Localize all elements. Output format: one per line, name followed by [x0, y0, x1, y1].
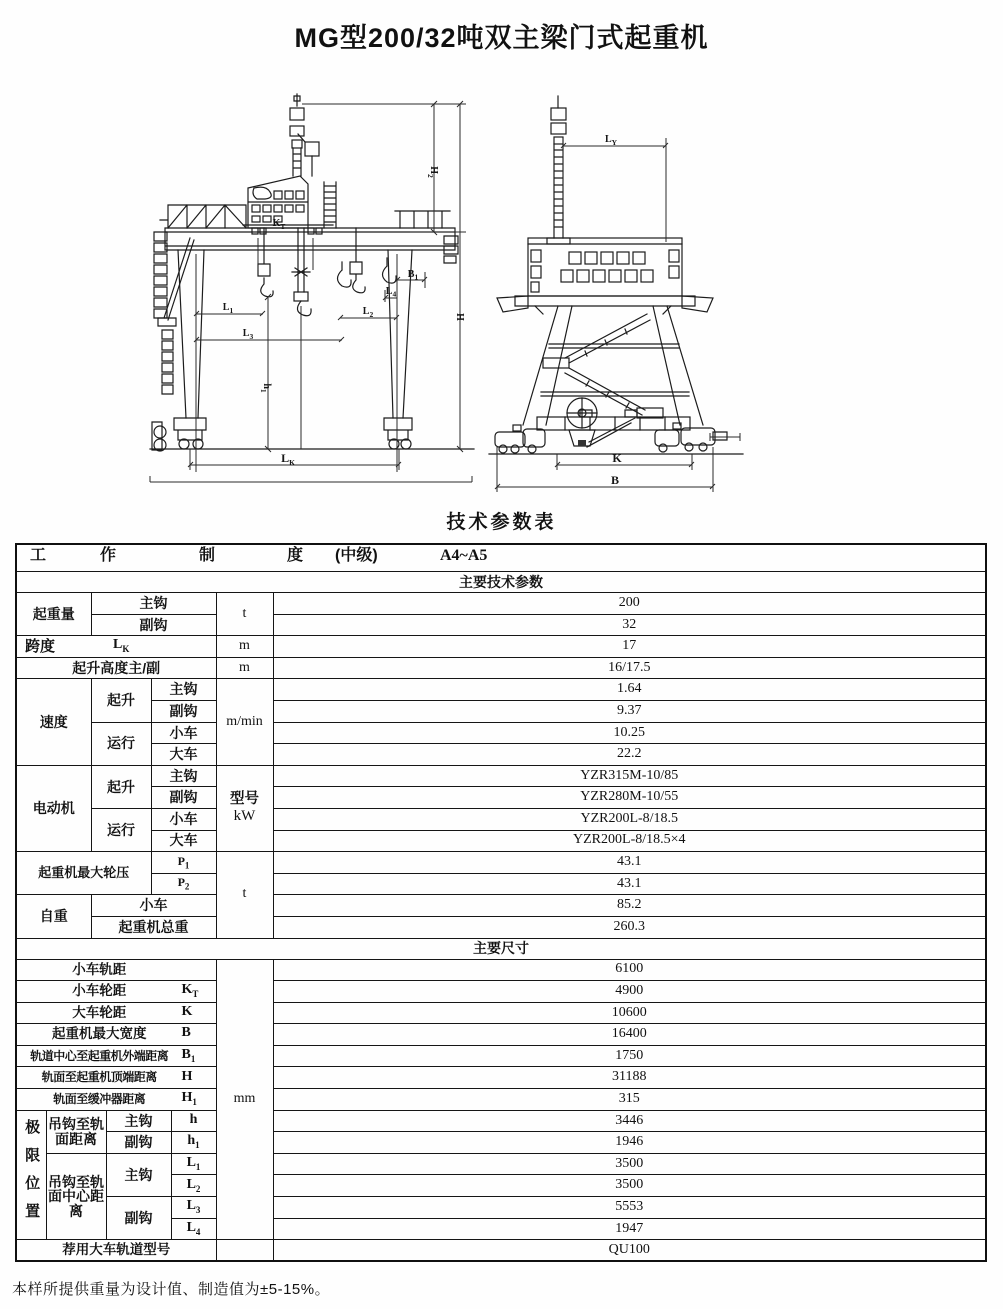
row-dim-rail-to-end [16, 1045, 986, 1067]
section-main-dims: 主要尺寸 [16, 938, 986, 959]
dim-label-cell: 轨面至起重机顶端距离 H [16, 1067, 216, 1089]
limit-l4-value: 1947 [273, 1218, 986, 1240]
row-dim-max-width [16, 1024, 986, 1046]
dim-value: 1750 [273, 1045, 986, 1067]
span-symbol: $L_K$ [113, 637, 130, 655]
motor-unit-type: 型号 [230, 791, 259, 808]
dim-value: 10600 [273, 1002, 986, 1024]
work-duty-char: 作 [100, 547, 117, 564]
work-duty-char: 工 [30, 547, 47, 564]
row-section-tech [16, 572, 986, 593]
hook-center-main-sub: 主钩 [106, 1153, 171, 1196]
row-speed-crane [16, 744, 986, 766]
speed-hoist-main-sub: 主钩 [151, 679, 216, 701]
dim-label-l2: $L_2$ [362, 306, 374, 319]
weight-unit: t [216, 852, 273, 938]
row-rail-model [16, 1240, 986, 1262]
dim-label-h1: $h_1$ [259, 383, 272, 393]
dim-value: 31188 [273, 1067, 986, 1089]
row-capacity-main [16, 593, 986, 615]
row-weight-total [16, 916, 986, 938]
hook-to-center-label: 吊钩至轨面中心距离 [46, 1153, 106, 1239]
section-tech-params: 主要技术参数 [16, 572, 986, 593]
dim-label-b: B [610, 473, 620, 487]
hook-rail-aux-sub: 副钩 [106, 1132, 171, 1154]
dim-label-lk: $L_K$ [281, 451, 295, 467]
row-motor-crane [16, 830, 986, 852]
row-dim-rail-to-buffer [16, 1089, 986, 1111]
hook-rail-aux-sym: $h_1$ [171, 1132, 216, 1154]
weight-total-sub: 起重机总重 [91, 916, 216, 938]
side-elevation-drawing [485, 92, 755, 497]
table-title: 技术参数表 [446, 512, 557, 533]
lift-height-label: 起升高度主/副 [16, 657, 216, 679]
lift-height-value: 16/17.5 [273, 657, 986, 679]
row-span [16, 636, 986, 658]
limit-l2-sym: $L_2$ [171, 1175, 216, 1197]
dim-label-k: K [612, 451, 622, 465]
capacity-main-sub: 主钩 [91, 593, 216, 615]
row-weight-trolley [16, 895, 986, 917]
row-motor-trolley [16, 808, 986, 830]
work-duty-char: 制 [199, 547, 216, 564]
span-label: 跨度 [25, 637, 56, 655]
page-title: MG型200/32吨双主梁门式起重机 [294, 23, 709, 53]
speed-hoist-main-value: 1.64 [273, 679, 986, 701]
wheel-pressure-p2-sym: $P_2$ [151, 873, 216, 895]
motor-trolley-sub: 小车 [151, 808, 216, 830]
dim-value: 16400 [273, 1024, 986, 1046]
motor-label: 电动机 [16, 765, 91, 851]
limit-l1-value: 3500 [273, 1153, 986, 1175]
motor-unit [216, 765, 273, 851]
row-motor-hoist-aux [16, 787, 986, 809]
dim-label-h: H [454, 313, 465, 321]
row-work-duty [16, 544, 986, 572]
capacity-aux-value: 32 [273, 614, 986, 636]
row-limit-l1 [16, 1153, 986, 1175]
dim-label-b1: $B_1$ [407, 269, 419, 282]
wheel-pressure-p1-value: 43.1 [273, 852, 986, 874]
front-elevation-drawing [148, 92, 478, 487]
motor-travel-label: 运行 [91, 808, 151, 851]
gantry-side-structure [489, 96, 743, 454]
row-speed-trolley [16, 722, 986, 744]
footer-note: 本样所提供重量为设计值、制造值为±5-15%。 [12, 1281, 331, 1298]
front-dimension-lines [150, 101, 472, 482]
speed-unit: m/min [216, 679, 273, 765]
spec-table [15, 543, 987, 1262]
speed-travel-label: 运行 [91, 722, 151, 765]
hook-to-rail-label: 吊钩至轨面距离 [46, 1110, 106, 1153]
rail-model-label: 荐用大车轨道型号 [16, 1240, 216, 1262]
hook-rail-main-sym: h [171, 1110, 216, 1132]
motor-hoist-main-sub: 主钩 [151, 765, 216, 787]
speed-trolley-value: 10.25 [273, 722, 986, 744]
hook-rail-aux-value: 1946 [273, 1132, 986, 1154]
speed-label: 速度 [16, 679, 91, 765]
row-capacity-aux [16, 614, 986, 636]
wheel-pressure-label: 起重机最大轮压 [16, 852, 151, 895]
duty-class: A4~A5 [440, 547, 488, 564]
motor-crane-value: YZR200L-8/18.5×4 [273, 830, 986, 852]
dim-value: 6100 [273, 959, 986, 981]
speed-hoist-label: 起升 [91, 679, 151, 722]
dim-label-cell: 起重机最大宽度 B [16, 1024, 216, 1046]
row-dim-crane-wheelbase [16, 1002, 986, 1024]
limit-l2-value: 3500 [273, 1175, 986, 1197]
row-lift-height [16, 657, 986, 679]
work-duty-grade: (中级) [335, 547, 378, 564]
row-limit-h-main [16, 1110, 986, 1132]
wheel-pressure-p2-value: 43.1 [273, 873, 986, 895]
weight-total-value: 260.3 [273, 916, 986, 938]
dim-label-l1: $L_1$ [222, 302, 234, 315]
weight-trolley-value: 85.2 [273, 895, 986, 917]
dim-value: 315 [273, 1089, 986, 1111]
dim-label-h2: $H_2$ [426, 166, 439, 178]
row-dim-track-gauge [16, 959, 986, 981]
dim-label-cell: 小车轨距 [16, 959, 216, 981]
dim-label-cell: 轨道中心至起重机外端距离 $B_1$ [16, 1045, 216, 1067]
motor-hoist-label: 起升 [91, 765, 151, 808]
row-speed-hoist-aux [16, 700, 986, 722]
hook-rail-main-value: 3446 [273, 1110, 986, 1132]
row-wheel-pressure-2 [16, 873, 986, 895]
dim-label-l3: $L_3$ [242, 328, 254, 341]
dims-unit: mm [216, 959, 273, 1240]
work-duty-char: 度 [287, 547, 304, 564]
row-dim-trolley-wheelbase [16, 981, 986, 1003]
limit-label: 极限位置 [16, 1110, 46, 1240]
row-limit-l3 [16, 1197, 986, 1219]
row-wheel-pressure-1 [16, 852, 986, 874]
capacity-label: 起重量 [16, 593, 91, 636]
dim-value: 4900 [273, 981, 986, 1003]
speed-trolley-sub: 小车 [151, 722, 216, 744]
rail-model-unit-empty [216, 1240, 273, 1262]
motor-crane-sub: 大车 [151, 830, 216, 852]
work-duty-cell [16, 544, 986, 572]
dim-label-ly: $L_Y$ [604, 134, 618, 147]
dim-label-cell: 轨面至缓冲器距离 $H_1$ [16, 1089, 216, 1111]
row-motor-hoist-main [16, 765, 986, 787]
limit-l3-sym: $L_3$ [171, 1197, 216, 1219]
motor-hoist-aux-sub: 副钩 [151, 787, 216, 809]
capacity-unit: t [216, 593, 273, 636]
motor-hoist-aux-value: YZR280M-10/55 [273, 787, 986, 809]
motor-hoist-main-value: YZR315M-10/85 [273, 765, 986, 787]
span-unit: m [216, 636, 273, 658]
dim-label-cell: 大车轮距 K [16, 1002, 216, 1024]
capacity-aux-sub: 副钩 [91, 614, 216, 636]
dim-label-l4: $L_4$ [385, 286, 397, 299]
limit-l4-sym: $L_4$ [171, 1218, 216, 1240]
side-dimension-lines [495, 138, 740, 492]
span-value: 17 [273, 636, 986, 658]
limit-l1-sym: $L_1$ [171, 1153, 216, 1175]
side-dimension-labels [605, 134, 622, 487]
row-section-dims [16, 938, 986, 959]
hook-center-aux-sub: 副钩 [106, 1197, 171, 1240]
row-speed-hoist-main [16, 679, 986, 701]
row-dim-rail-to-top [16, 1067, 986, 1089]
row-limit-h-aux [16, 1132, 986, 1154]
dim-label-kt: $K_T$ [272, 218, 286, 231]
wheel-pressure-p1-sym: $P_1$ [151, 852, 216, 874]
dim-label-cell: 小车轮距 $K_T$ [16, 981, 216, 1003]
motor-unit-kw: kW [233, 808, 256, 825]
speed-hoist-aux-sub: 副钩 [151, 700, 216, 722]
limit-l3-value: 5553 [273, 1197, 986, 1219]
rail-model-value: QU100 [273, 1240, 986, 1262]
speed-hoist-aux-value: 9.37 [273, 700, 986, 722]
speed-crane-sub: 大车 [151, 744, 216, 766]
span-label-cell [16, 636, 216, 658]
speed-crane-value: 22.2 [273, 744, 986, 766]
motor-trolley-value: YZR200L-8/18.5 [273, 808, 986, 830]
lift-height-unit: m [216, 657, 273, 679]
capacity-main-value: 200 [273, 593, 986, 615]
weight-trolley-sub: 小车 [91, 895, 216, 917]
self-weight-label: 自重 [16, 895, 91, 938]
hook-rail-main-sub: 主钩 [106, 1110, 171, 1132]
